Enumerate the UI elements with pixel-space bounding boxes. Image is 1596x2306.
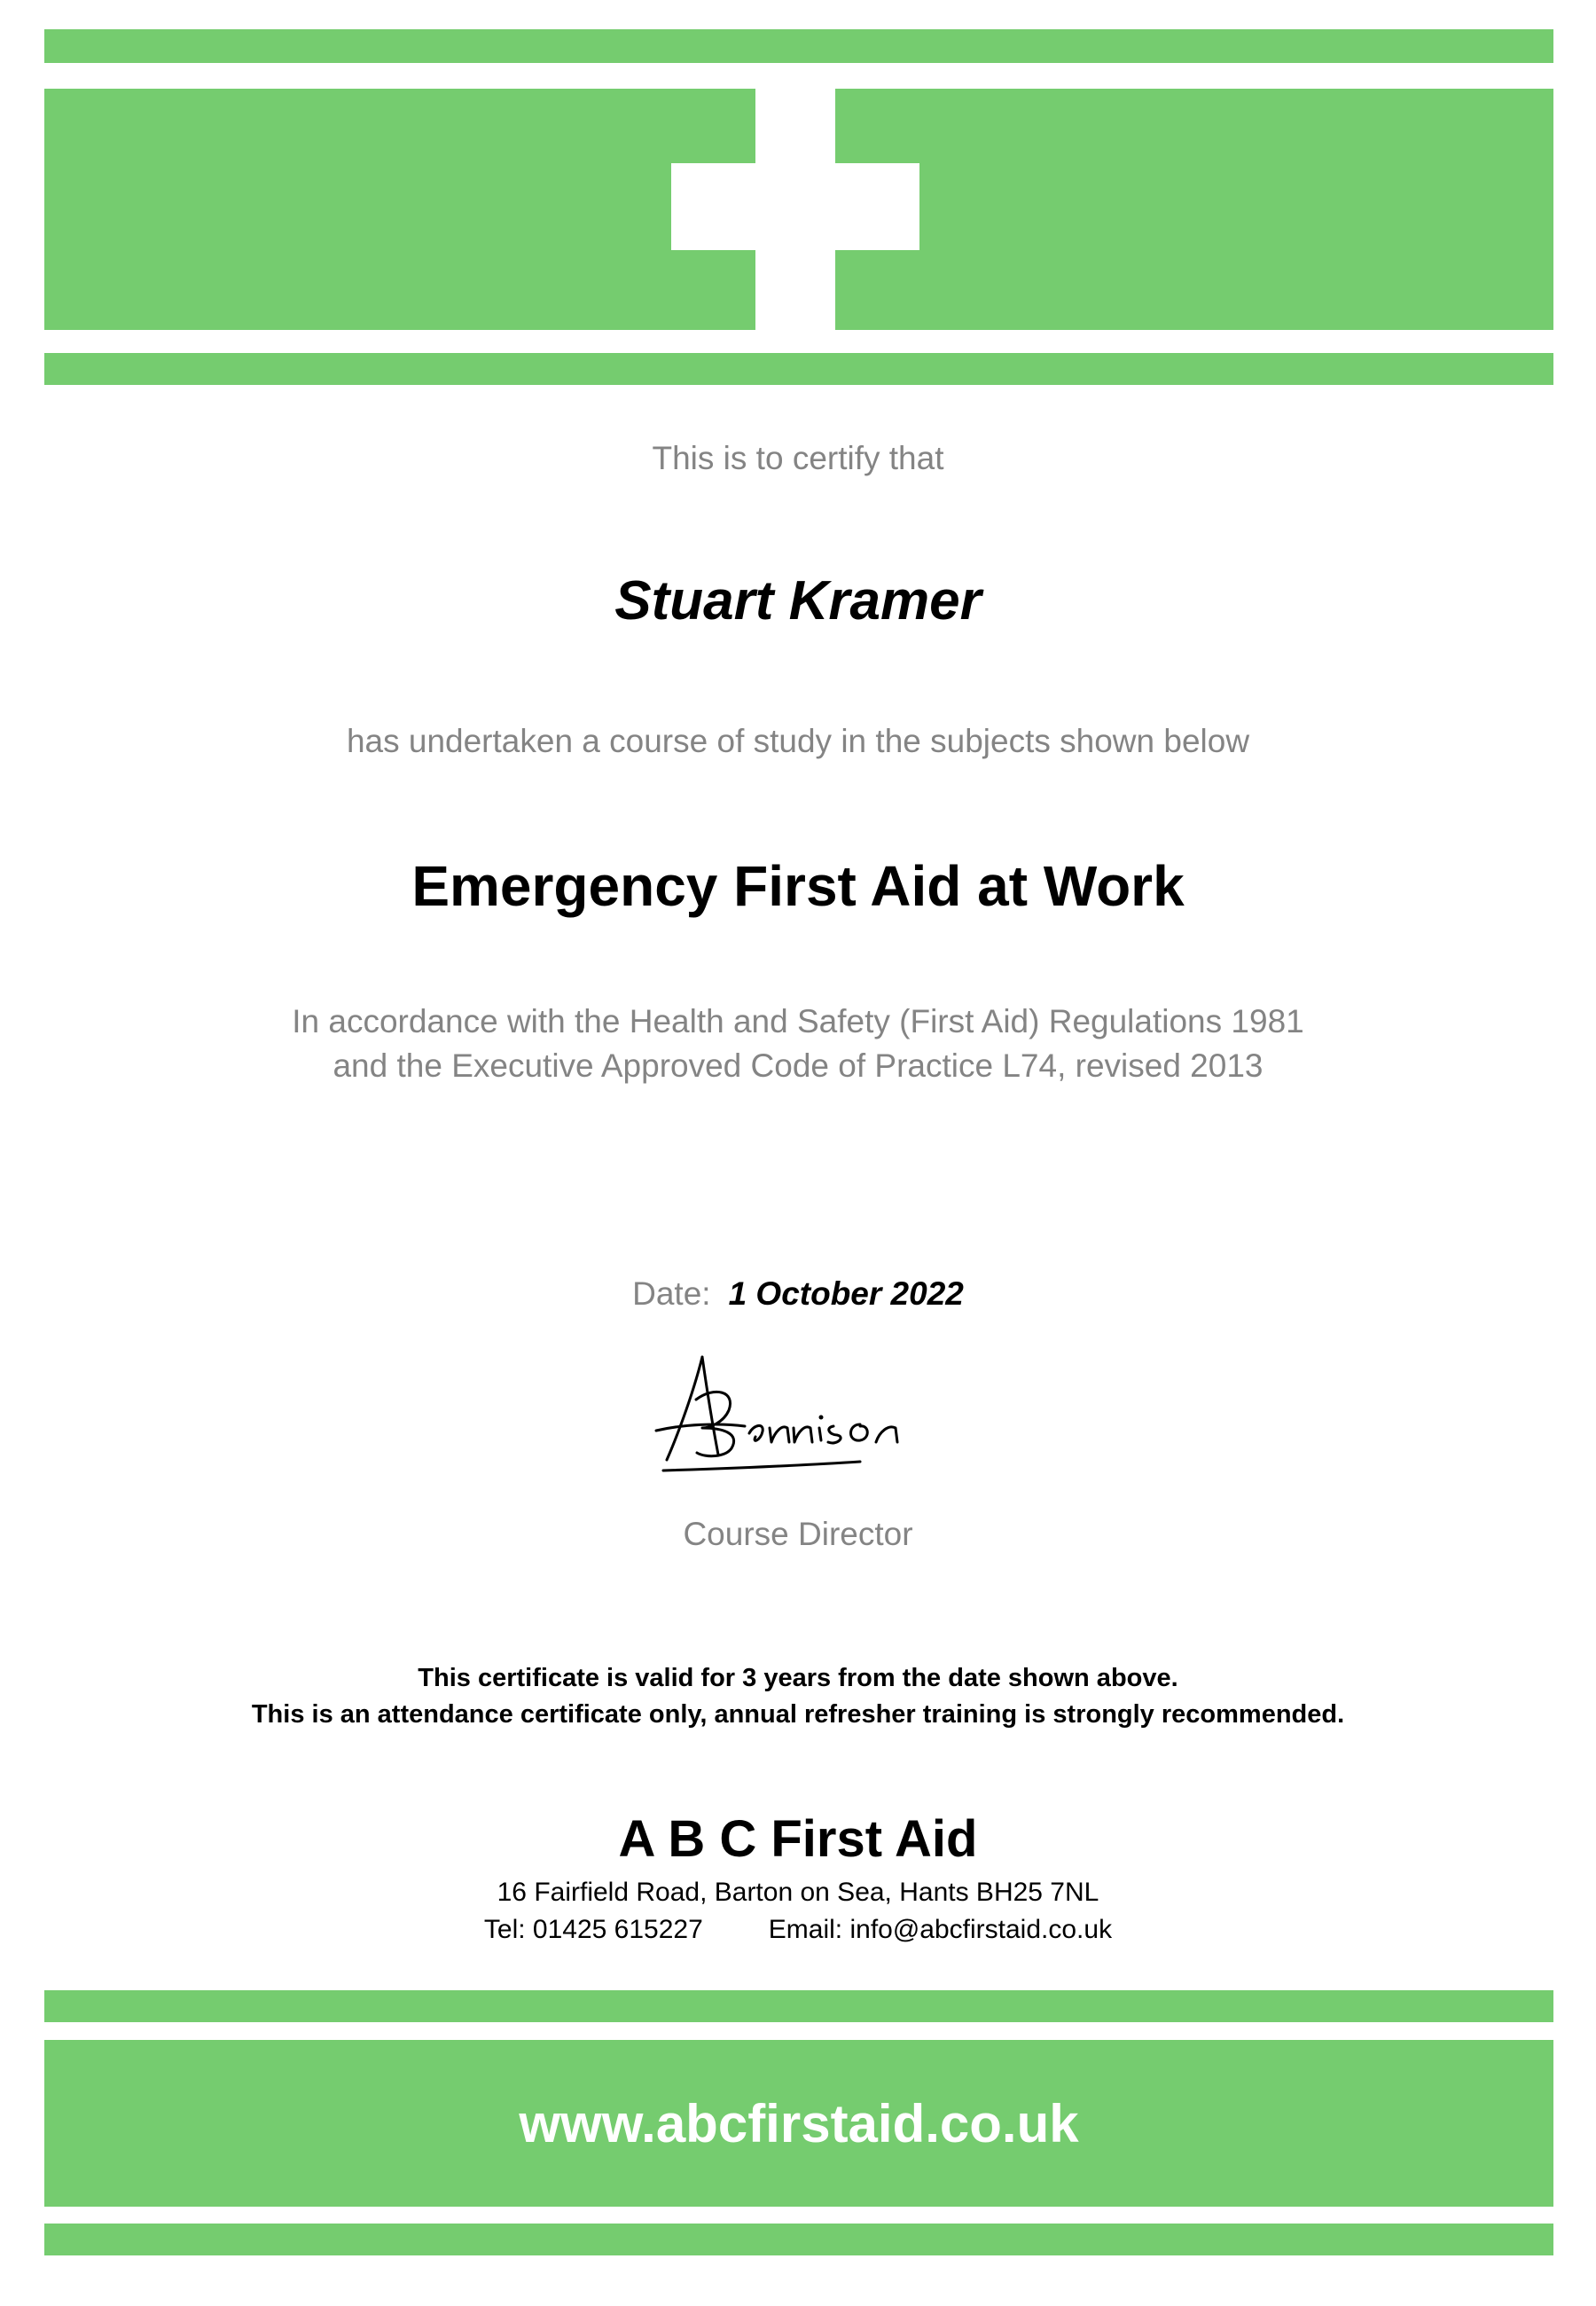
- attendance-note: This is an attendance certificate only, annual refresher training is strongly recommended.: [251, 1700, 1345, 1729]
- recipient-name: Stuart Kramer: [614, 570, 982, 631]
- signatory-title: Course Director: [683, 1516, 913, 1552]
- phone-number: Tel: 01425 615227: [483, 1915, 703, 1944]
- website-url: www.abcfirstaid.co.uk: [519, 2093, 1079, 2153]
- header-top-stripe: [44, 29, 1553, 63]
- date-row: [0, 1275, 1596, 1313]
- regulation-line-2: and the Executive Approved Code of Practice L74, revised 2013: [332, 1047, 1264, 1084]
- header-bottom-stripe: [44, 353, 1553, 385]
- date-label: Date:: [632, 1275, 711, 1312]
- organisation-address: 16 Fairfield Road, Barton on Sea, Hants BH25 7NL: [497, 1878, 1099, 1907]
- footer-banner: [44, 2040, 1553, 2207]
- organisation-name: A B C First Aid: [618, 1810, 978, 1868]
- validity-note: This certificate is valid for 3 years from the date shown above.: [418, 1664, 1178, 1692]
- course-title: Emergency First Aid at Work: [411, 854, 1185, 918]
- footer-bottom-stripe: [44, 2224, 1553, 2255]
- contact-row: [0, 1915, 1596, 1945]
- email-address: Email: info@abcfirstaid.co.uk: [768, 1915, 1113, 1944]
- date-value: 1 October 2022: [728, 1275, 964, 1312]
- regulation-line-1: In accordance with the Health and Safety (First Aid) Regulations 1981: [292, 1003, 1304, 1039]
- footer-top-stripe: [44, 1990, 1553, 2022]
- certify-intro: This is to certify that: [652, 440, 944, 476]
- signature: [647, 1346, 966, 1479]
- undertaken-statement: has undertaken a course of study in the subjects shown below: [346, 723, 1250, 759]
